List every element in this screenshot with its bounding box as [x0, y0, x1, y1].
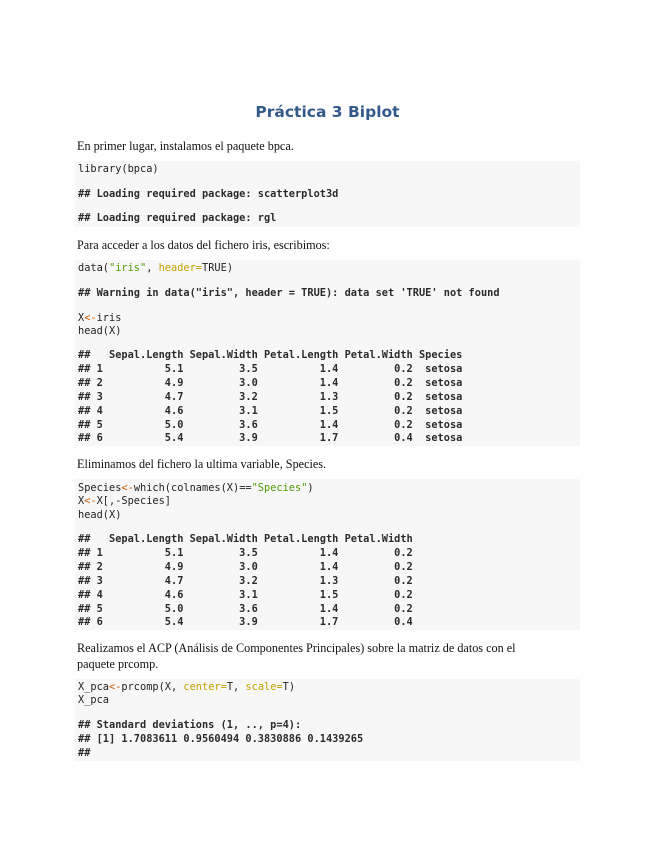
code-operator: <-	[84, 312, 97, 324]
code-paren: )	[307, 482, 314, 494]
table-row: ## 5 5.0 3.6 1.4 0.2	[78, 603, 413, 615]
code-value: T)	[282, 681, 296, 693]
code-line-assign-iris	[78, 312, 121, 326]
code-line-head: head(X)	[78, 325, 122, 337]
table-header: ## Sepal.Length Sepal.Width Petal.Length Petal.Width Species	[78, 349, 463, 361]
table-row: ## 6 5.4 3.9 1.7 0.4 setosa	[78, 432, 463, 444]
paragraph-acp-line2: paquete prcomp.	[77, 657, 159, 671]
code-variable: X	[78, 495, 85, 507]
code-variable: X	[78, 312, 85, 324]
code-value: T,	[226, 681, 246, 693]
output-warning: ## Warning in data("iris", header = TRUE): data set 'TRUE' not found	[78, 287, 500, 299]
table-row: ## 6 5.4 3.9 1.7 0.4	[78, 616, 413, 628]
table-row: ## 2 4.9 3.0 1.4 0.2	[78, 561, 413, 573]
code-operator: <-	[109, 681, 122, 693]
code-block-library	[75, 161, 580, 227]
table-row: ## 3 4.7 3.2 1.3 0.2	[78, 575, 413, 587]
code-line-head: head(X)	[78, 509, 122, 521]
table-row: ## 3 4.7 3.2 1.3 0.2 setosa	[78, 391, 463, 403]
output-empty: ##	[78, 747, 91, 759]
code-value: iris	[96, 312, 122, 324]
code-function: which(colnames(X)==	[133, 482, 252, 494]
code-comma: ,	[146, 262, 159, 274]
code-line-subset	[78, 495, 171, 509]
code-line-print: X_pca	[78, 694, 109, 706]
code-function: library	[78, 163, 122, 175]
code-argument: scale=	[245, 681, 283, 693]
code-args: (bpca)	[121, 163, 159, 175]
table-row: ## 1 5.1 3.5 1.4 0.2	[78, 547, 413, 559]
table-row: ## 1 5.1 3.5 1.4 0.2 setosa	[78, 363, 463, 375]
code-line-library	[78, 163, 159, 177]
output-std-header: ## Standard deviations (1, .., p=4):	[78, 719, 302, 731]
table-row: ## 2 4.9 3.0 1.4 0.2 setosa	[78, 377, 463, 389]
output-loading-rgl: ## Loading required package: rgl	[78, 212, 277, 224]
code-string: "iris"	[109, 262, 147, 274]
code-line-which	[78, 482, 314, 496]
code-block-prcomp	[75, 679, 580, 761]
table-row: ## 4 4.6 3.1 1.5 0.2	[78, 589, 413, 601]
code-operator: <-	[121, 482, 134, 494]
paragraph-intro: En primer lugar, instalamos el paquete bpca.	[77, 139, 294, 153]
code-value: X[,-Species]	[96, 495, 172, 507]
paragraph-access-data: Para acceder a los datos del fichero iris, escribimos:	[77, 238, 330, 252]
code-value: TRUE)	[202, 262, 234, 274]
code-argument: center=	[183, 681, 227, 693]
output-std-values: ## [1] 1.7083611 0.9560494 0.3830886 0.1439265	[78, 733, 364, 745]
table-row: ## 5 5.0 3.6 1.4 0.2 setosa	[78, 419, 463, 431]
output-loading-scatterplot3d: ## Loading required package: scatterplot3d	[78, 188, 339, 200]
code-argument: header=	[158, 262, 203, 274]
document-title: Práctica 3 Biplot	[255, 103, 400, 121]
code-variable: Species	[78, 482, 122, 494]
code-string: "Species"	[251, 482, 308, 494]
table-header: ## Sepal.Length Sepal.Width Petal.Length Petal.Width	[78, 533, 413, 545]
code-line-data	[78, 262, 233, 276]
paragraph-acp-line1: Realizamos el ACP (Análisis de Componentes Principales) sobre la matriz de datos con el	[77, 641, 516, 655]
code-line-prcomp	[78, 681, 295, 695]
code-operator: <-	[84, 495, 97, 507]
code-block-remove-species	[75, 479, 580, 630]
code-block-iris	[75, 260, 580, 446]
code-function: data(	[78, 262, 109, 274]
paragraph-remove-species: Eliminamos del fichero la ultima variable, Species.	[77, 457, 327, 471]
table-row: ## 4 4.6 3.1 1.5 0.2 setosa	[78, 405, 463, 417]
code-variable: X_pca	[78, 681, 109, 693]
code-function: prcomp(X,	[121, 681, 184, 693]
